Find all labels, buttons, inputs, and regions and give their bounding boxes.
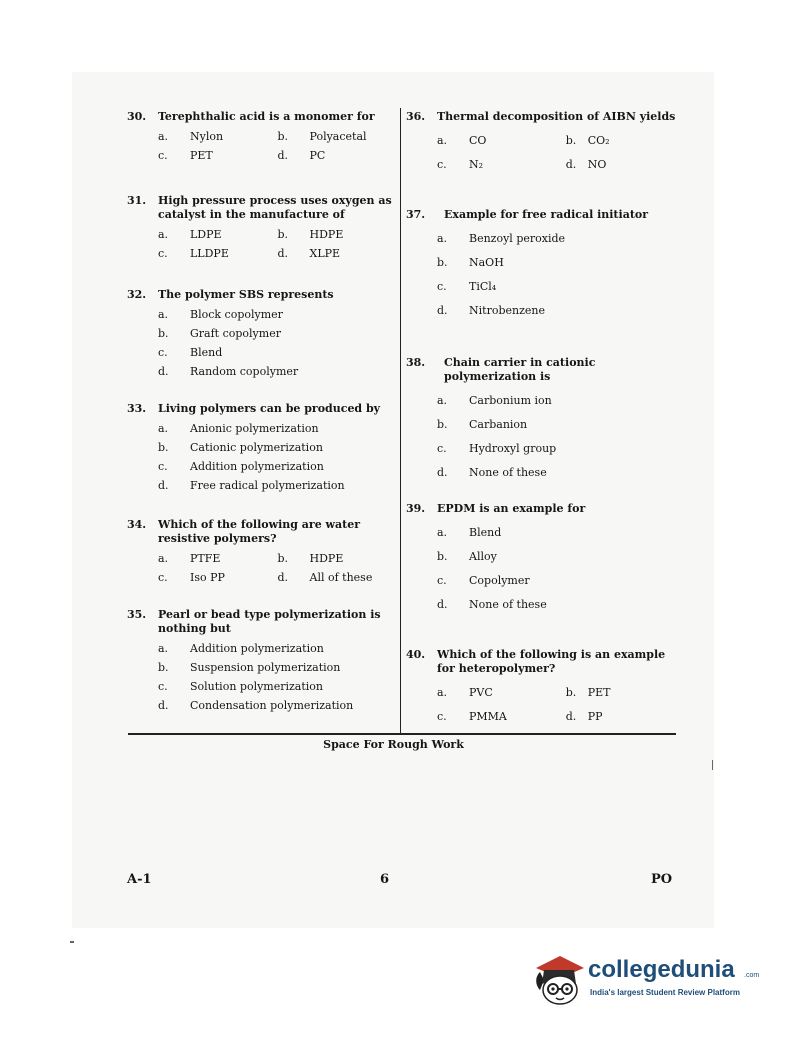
question-text: Terephthalic acid is a monomer for <box>158 110 375 123</box>
option-text: PC <box>309 149 326 162</box>
question-text: Example for free radical initiator <box>444 208 649 221</box>
question-33 <box>127 402 397 498</box>
option-text: NO <box>587 158 607 171</box>
option-text: Block copolymer <box>190 308 283 321</box>
option-text: HDPE <box>309 552 344 565</box>
option-text: TiCl₄ <box>469 280 497 293</box>
option-label: c. <box>158 346 168 359</box>
subject-code: PO <box>651 872 673 887</box>
option-label: b. <box>437 256 448 269</box>
option-label: c. <box>158 247 168 260</box>
option-label: b. <box>565 686 577 699</box>
question-text: Chain carrier in cationic polymerization is <box>444 356 596 383</box>
question-number: 40. <box>406 648 426 661</box>
option-text: None of these <box>469 598 547 611</box>
option-label: b. <box>277 130 289 143</box>
option-text: Solution polymerization <box>190 680 324 693</box>
option-label: a. <box>158 422 169 435</box>
option-text: Alloy <box>469 550 497 563</box>
option-label: a. <box>158 308 169 321</box>
column-divider <box>400 108 401 734</box>
option-text: PET <box>587 686 611 699</box>
option-text: Free radical polymerization <box>190 479 345 492</box>
question-37 <box>406 208 676 323</box>
option-label: a. <box>437 526 448 539</box>
option-text: XLPE <box>309 247 341 260</box>
option-text: Condensation polymerization <box>190 699 354 712</box>
question-35 <box>127 608 397 718</box>
question-number: 31. <box>127 194 147 207</box>
option-text: Blend <box>469 526 502 539</box>
option-label: c. <box>158 460 168 473</box>
question-38 <box>406 356 676 485</box>
option-text: None of these <box>469 466 547 479</box>
logo-domain: .com <box>744 972 760 979</box>
option-text: Cationic polymerization <box>190 441 323 454</box>
question-text: Thermal decomposition of AIBN yields <box>437 110 676 123</box>
option-label: a. <box>437 134 448 147</box>
option-text: All of these <box>309 571 373 584</box>
scan-mark <box>70 941 74 943</box>
option-text: LDPE <box>190 228 222 241</box>
question-39 <box>406 502 676 617</box>
question-32 <box>127 288 397 384</box>
option-label: b. <box>158 327 169 340</box>
option-label: d. <box>158 479 169 492</box>
option-text: NaOH <box>469 256 504 269</box>
option-text: Polyacetal <box>309 130 367 143</box>
option-label: b. <box>158 661 169 674</box>
option-text: PET <box>190 149 213 162</box>
option-label: d. <box>277 149 289 162</box>
option-text: Benzoyl peroxide <box>469 232 566 245</box>
question-number: 35. <box>127 608 147 621</box>
rough-work-rule <box>128 733 676 735</box>
question-text: EPDM is an example for <box>437 502 586 515</box>
question-number: 34. <box>127 518 147 531</box>
option-label: a. <box>158 552 169 565</box>
option-label: c. <box>437 574 447 587</box>
option-label: d. <box>277 571 289 584</box>
option-label: a. <box>158 130 169 143</box>
option-label: d. <box>158 365 169 378</box>
option-text: Nitrobenzene <box>469 304 545 317</box>
question-text: Which of the following is an example for heteropolymer? <box>437 648 666 675</box>
option-label: a. <box>437 232 448 245</box>
option-label: c. <box>158 680 168 693</box>
option-text: N₂ <box>469 158 484 171</box>
question-36 <box>406 110 676 177</box>
rough-work-label: Space For Rough Work <box>323 738 464 751</box>
option-label: c. <box>437 280 447 293</box>
option-label: d. <box>158 699 169 712</box>
option-text: Random copolymer <box>190 365 299 378</box>
question-number: 38. <box>406 356 426 369</box>
question-30 <box>127 110 397 168</box>
option-label: d. <box>437 466 448 479</box>
question-text: Which of the following are water resistive polymers? <box>158 518 361 545</box>
option-label: c. <box>437 710 447 723</box>
option-text: PMMA <box>469 710 507 723</box>
option-text: CO₂ <box>587 134 610 147</box>
question-text: Pearl or bead type polymerization is nothing but <box>158 608 381 635</box>
option-label: b. <box>437 418 448 431</box>
option-label: a. <box>437 394 448 407</box>
question-number: 33. <box>127 402 147 415</box>
option-label: a. <box>437 686 448 699</box>
option-label: d. <box>437 598 448 611</box>
option-text: Iso PP <box>190 571 225 584</box>
question-31 <box>127 194 397 266</box>
option-label: b. <box>565 134 577 147</box>
option-text: Carbanion <box>469 418 528 431</box>
option-text: Carbonium ion <box>469 394 552 407</box>
option-label: b. <box>158 441 169 454</box>
option-label: d. <box>277 247 289 260</box>
option-text: Nylon <box>190 130 224 143</box>
question-text: The polymer SBS represents <box>158 288 334 301</box>
paper-code: A-1 <box>127 872 152 887</box>
question-number: 30. <box>127 110 147 123</box>
option-label: c. <box>437 158 447 171</box>
option-text: CO <box>469 134 487 147</box>
page-number: 6 <box>380 872 390 887</box>
question-40 <box>406 648 676 729</box>
option-text: HDPE <box>309 228 344 241</box>
option-text: Hydroxyl group <box>469 442 557 455</box>
option-label: b. <box>437 550 448 563</box>
question-text: High pressure process uses oxygen as catalyst in the manufacture of <box>158 194 392 221</box>
option-text: PP <box>587 710 603 723</box>
option-text: LLDPE <box>190 247 229 260</box>
logo-tagline: India's largest Student Review Platform <box>590 988 740 997</box>
mascot-icon <box>530 950 588 1008</box>
question-34 <box>127 518 397 590</box>
option-text: Addition polymerization <box>190 460 324 473</box>
option-label: b. <box>277 552 289 565</box>
scan-mark <box>712 760 713 770</box>
option-label: b. <box>277 228 289 241</box>
logo-wordmark: collegedunia <box>588 956 735 983</box>
option-text: Addition polymerization <box>190 642 324 655</box>
option-label: c. <box>158 149 168 162</box>
question-number: 37. <box>406 208 426 221</box>
collegedunia-logo[interactable] <box>530 950 760 1010</box>
option-text: PTFE <box>190 552 221 565</box>
option-text: Copolymer <box>469 574 530 587</box>
option-text: Suspension polymerization <box>190 661 341 674</box>
question-number: 36. <box>406 110 426 123</box>
question-text: Living polymers can be produced by <box>158 402 381 415</box>
option-label: a. <box>158 642 169 655</box>
option-text: Blend <box>190 346 223 359</box>
option-text: Graft copolymer <box>190 327 281 340</box>
option-label: d. <box>437 304 448 317</box>
option-label: c. <box>437 442 447 455</box>
question-number: 39. <box>406 502 426 515</box>
option-label: a. <box>158 228 169 241</box>
option-label: d. <box>565 710 577 723</box>
option-label: d. <box>565 158 577 171</box>
question-number: 32. <box>127 288 147 301</box>
option-text: PVC <box>469 686 493 699</box>
option-label: c. <box>158 571 168 584</box>
option-text: Anionic polymerization <box>190 422 319 435</box>
